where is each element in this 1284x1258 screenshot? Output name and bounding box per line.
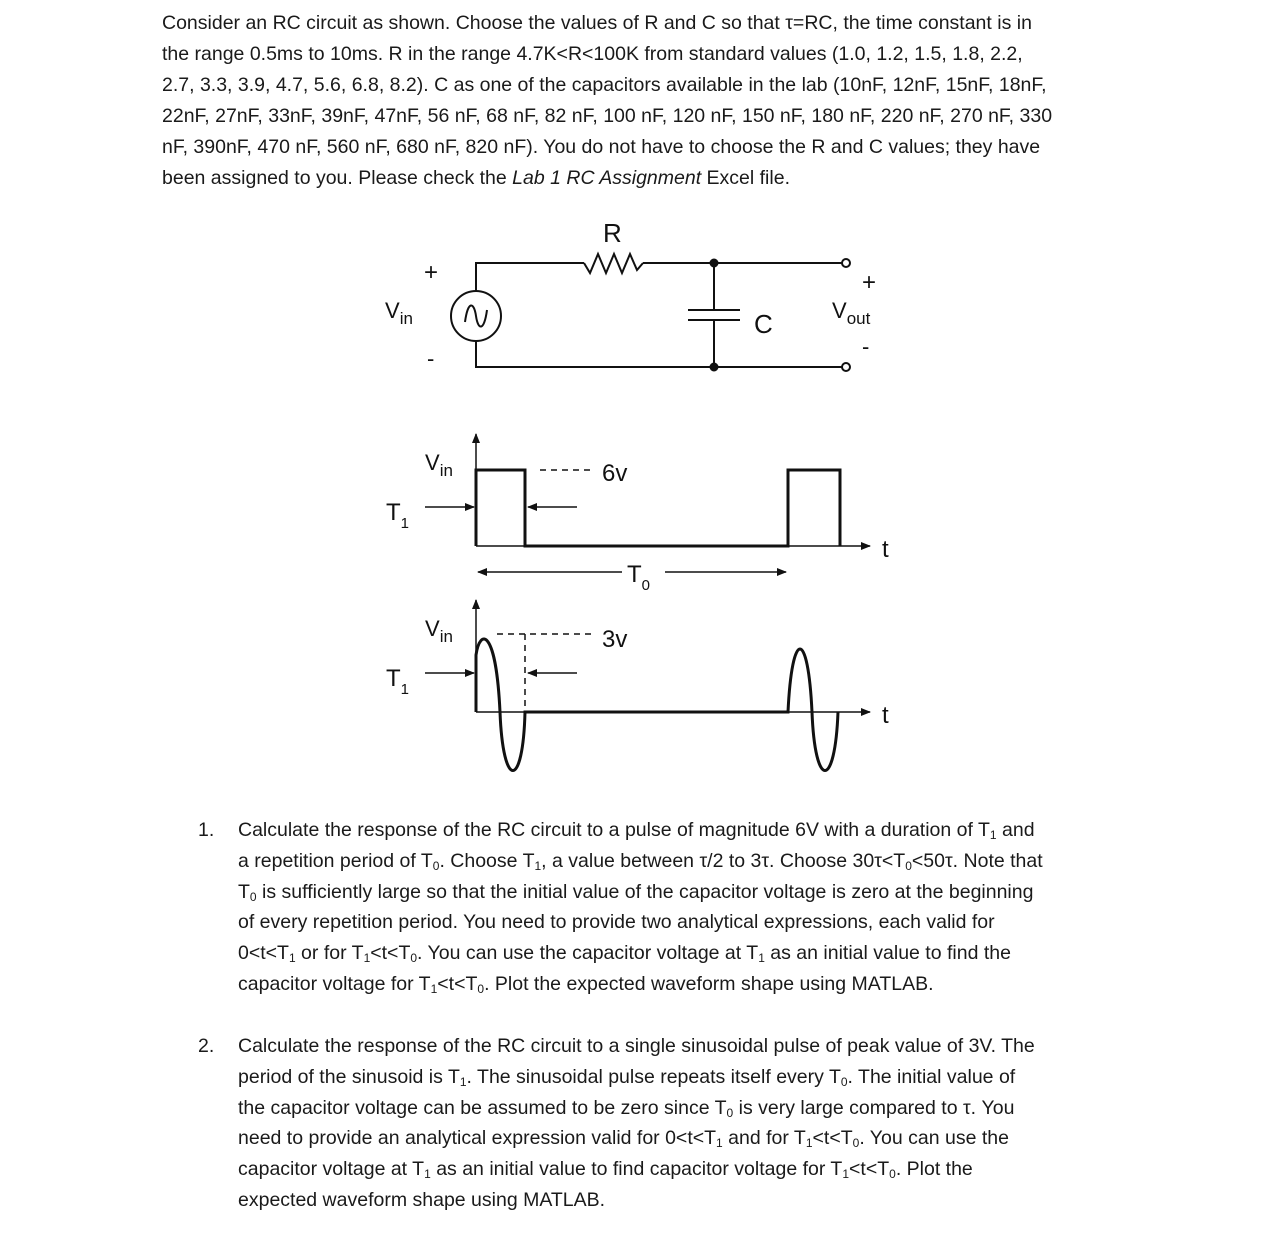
subscript: 1 xyxy=(430,982,438,996)
circuit-schematic xyxy=(451,254,850,371)
subscript: the range 0.5ms to 10ms. R in the range 4.7K<R<100K from standard values (1.0, 1.2, 1.5, 1.8, 2.2, xyxy=(162,43,1023,65)
subscript: . Plot the expected waveform shape using MATLAB. xyxy=(484,973,934,995)
subscript: 0 xyxy=(432,858,440,873)
subscript: <t<T xyxy=(812,1127,853,1150)
subscript: need to provide an analytical expression valid for 0<t<T xyxy=(238,1127,717,1150)
subscript: expected waveform shape using MATLAB. xyxy=(238,1189,606,1211)
output-terminal-plus xyxy=(842,259,850,267)
subscript: 1 xyxy=(288,951,296,966)
pulse-t1-label: $T_1$ xyxy=(386,499,410,532)
subscript: is sufficiently large so that the initial value of the capacitor voltage is zero at the beginning xyxy=(256,880,1034,903)
sine-glyph xyxy=(465,305,487,326)
emphasis-text: Lab 1 RC Assignment xyxy=(512,167,702,189)
subscript: 0 xyxy=(410,951,418,966)
capacitor-symbol xyxy=(688,263,740,367)
sine-vin-label: $V_{in}$ xyxy=(425,616,453,646)
subscript: 1 xyxy=(716,1136,723,1151)
pulse-t-axis-label: t xyxy=(882,536,889,563)
subscript: 1 xyxy=(363,951,371,966)
resistor-symbol xyxy=(584,254,643,273)
subscript: 1 xyxy=(758,951,765,966)
subscript: 1 xyxy=(842,1167,850,1182)
pulse-vin-label: $V_{in}$ xyxy=(425,450,453,480)
subscript: 0 xyxy=(477,982,485,996)
subscript: T xyxy=(238,880,250,903)
subscript: 0 xyxy=(249,889,257,904)
subscript: 1 xyxy=(989,828,997,842)
pulse-trace xyxy=(476,470,840,546)
subscript: the capacitor voltage can be assumed to be zero since T xyxy=(238,1096,727,1119)
subscript: . You can use the capacitor voltage at T xyxy=(417,942,759,965)
subscript: Calculate the response of the RC circuit to a pulse of magnitude 6V with a duration of T xyxy=(238,819,990,841)
pulse-t0-label: $T_0$ xyxy=(627,561,651,594)
subscript: Calculate the response of the RC circuit to a single sinusoidal pulse of peak value of 3V. The xyxy=(238,1035,1035,1057)
sine-level-label: 3v xyxy=(602,626,628,653)
pulse-waveform xyxy=(425,434,870,572)
vout-plus: + xyxy=(862,269,877,296)
question-number: 1. xyxy=(198,819,215,841)
subscript: 1 xyxy=(424,1167,431,1182)
node-dot xyxy=(711,260,718,267)
subscript: 0 xyxy=(852,1136,860,1151)
subscript: of every repetition period. You need to provide two analytical expressions, each valid for xyxy=(238,911,995,934)
subscript: capacitor voltage for T xyxy=(238,973,431,995)
subscript: capacitor voltage at T xyxy=(238,1158,425,1181)
question-number: 2. xyxy=(198,1035,215,1057)
subscript: <t<T xyxy=(849,1158,890,1181)
sine-t-axis-label: t xyxy=(882,702,889,729)
vin-minus: - xyxy=(427,346,435,371)
subscript: nF, 390nF, 470 nF, 560 nF, 680 nF, 820 nF). You do not have to choose the R and C values; they have xyxy=(162,136,1041,158)
node-dot xyxy=(711,364,718,371)
sine-t1-label: $T_1$ xyxy=(386,665,410,698)
vin-plus: + xyxy=(424,259,439,286)
subscript: . You can use the xyxy=(859,1127,1009,1150)
subscript: as an initial value to find the xyxy=(764,942,1011,965)
subscript: . The sinusoidal pulse repeats itself every T xyxy=(466,1065,841,1088)
subscript: 0 xyxy=(889,1167,896,1182)
vout-label: $V_{out}$ xyxy=(832,298,871,328)
sine-waveform xyxy=(425,600,870,771)
subscript: 2.7, 3.3, 3.9, 4.7, 5.6, 6.8, 8.2). C as one of the capacitors available in the lab (10nF, 12nF, 15nF, 18nF, xyxy=(162,74,1047,96)
top-wire xyxy=(476,263,842,291)
subscript: 0 xyxy=(726,1105,734,1120)
subscript: is very large compared to τ. You xyxy=(733,1096,1015,1119)
subscript: 0<t<T xyxy=(238,942,289,965)
subscript: 0 xyxy=(905,858,912,873)
subscript: <50τ. Note that xyxy=(911,849,1043,872)
subscript: . Plot the xyxy=(895,1158,973,1181)
subscript: and xyxy=(996,819,1035,841)
subscript: or for T xyxy=(295,942,364,965)
subscript: 1 xyxy=(534,858,542,873)
bottom-wire xyxy=(476,341,842,367)
output-terminal-minus xyxy=(842,363,850,371)
subscript: <t<T xyxy=(370,942,411,965)
subscript: Consider an RC circuit as shown. Choose the values of R and C so that τ=RC, the time constant is in xyxy=(162,12,1032,34)
capacitor-label: C xyxy=(754,309,773,339)
subscript: , a value between τ/2 to 3τ. Choose 30τ<T xyxy=(541,849,906,872)
subscript: 0 xyxy=(840,1074,848,1089)
subscript: Excel file. xyxy=(701,167,790,189)
pulse-level-label: 6v xyxy=(602,460,628,487)
subscript: . Choose T xyxy=(439,849,535,872)
subscript: <t<T xyxy=(437,973,478,995)
subscript: been assigned to you. Please check the xyxy=(162,167,513,189)
subscript: a repetition period of T xyxy=(238,849,433,872)
subscript: 1 xyxy=(805,1136,813,1151)
subscript: as an initial value to find capacitor voltage for T xyxy=(430,1158,843,1181)
vin-label: $V_{in}$ xyxy=(385,298,413,328)
vout-minus: - xyxy=(862,334,870,359)
subscript: 1 xyxy=(459,1074,467,1089)
resistor-label: R xyxy=(603,218,622,248)
subscript: period of the sinusoid is T xyxy=(238,1065,460,1088)
sine-trace xyxy=(476,639,838,771)
subscript: . The initial value of xyxy=(847,1065,1016,1088)
subscript: and for T xyxy=(722,1127,806,1150)
subscript: 22nF, 27nF, 33nF, 39nF, 47nF, 56 nF, 68 nF, 82 nF, 100 nF, 120 nF, 150 nF, 180 nF, 220 nF, 270 nF, 330 xyxy=(162,105,1053,127)
